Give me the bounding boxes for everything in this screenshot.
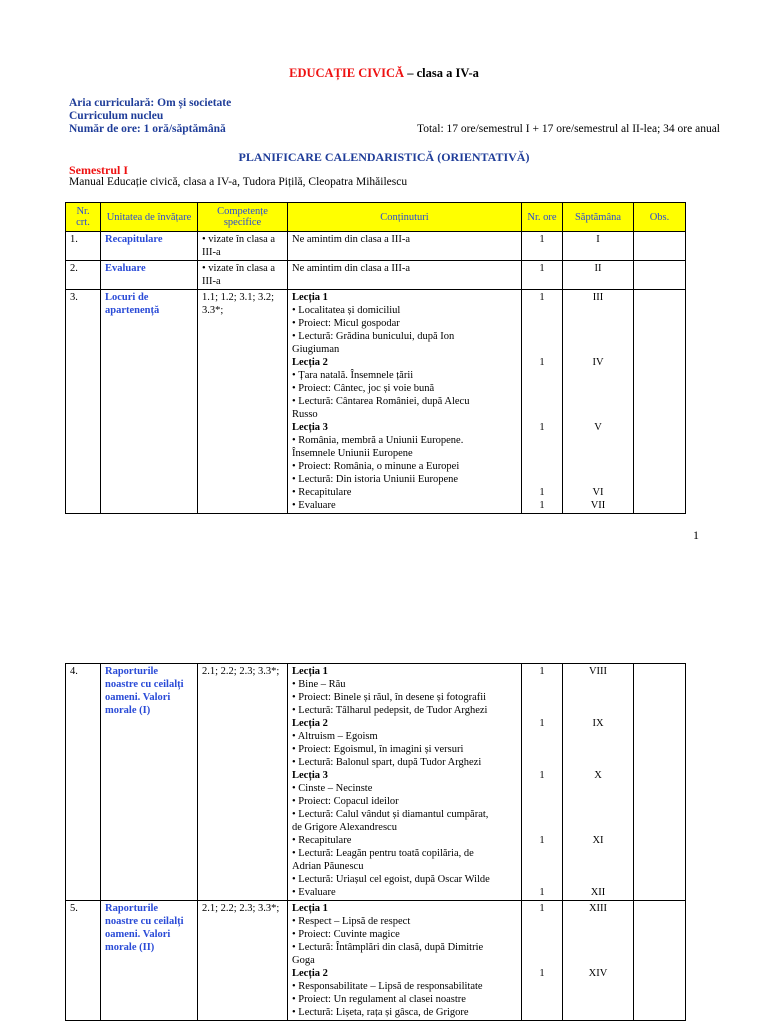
row-content: Ne amintim din clasa a III-a [288,261,522,290]
col-obs: Obs. [634,203,686,232]
week-value [567,369,629,382]
row-content: Ne amintim din clasa a III-a [288,232,522,261]
content-line: • Proiect: Copacul ideilor [292,796,399,807]
lesson-heading: Lecția 1 [292,666,328,677]
week-value: XIV [588,968,608,979]
row-unit: Evaluare [101,261,198,290]
hours-value [526,317,558,330]
content-line: Însemnele Uniunii Europene [292,448,413,459]
week-value: VIII [588,666,608,677]
week-value [567,330,629,343]
content-line: • Evaluare [292,500,336,511]
hours-value [526,330,558,343]
week-value: XII [590,887,606,898]
row-comp: 2.1; 2.2; 2.3; 3.3*; [198,664,288,901]
hours-value [526,691,558,704]
table-row [66,664,686,901]
table-row [66,901,686,1021]
content-line: • Lectură: Tâlharul pedepsit, de Tudor Arghezi [292,705,488,716]
lesson-heading: Lecția 2 [292,718,328,729]
row-nr: 5. [66,901,101,1021]
content-line: • Respect – Lipsă de respect [292,916,411,927]
hours-value [526,860,558,873]
week-value [567,408,629,421]
week-value [567,382,629,395]
week-value: IV [592,357,604,368]
content-line: • Responsabilitate – Lipsă de responsabilitate [292,981,483,992]
row-content [288,901,522,1021]
week-value [567,304,629,317]
week-value [567,993,629,1006]
hours-value [526,821,558,834]
hours-value: 1 [539,500,545,511]
manual-label: Manual Educație civică, clasa a IV-a, Tudora Pițilă, Cleopatra Mihăilescu [69,176,408,188]
content-line: • Lectură: Întâmplări din clasă, după Dimitrie [292,942,484,953]
hours-value [526,743,558,756]
week-value [567,447,629,460]
week-value: VII [590,500,606,511]
row-nr: 4. [66,664,101,901]
hours-value: 1 [539,357,545,368]
content-line: • Bine – Rău [292,679,346,690]
hours-value: 1 [539,718,545,729]
col-content: Conținuturi [288,203,522,232]
week-value [567,941,629,954]
planning-table-page1 [65,202,686,514]
content-line: Giugiuman [292,344,340,355]
week-value [567,782,629,795]
content-line: • Lectură: Uriașul cel egoist, după Oscar Wilde [292,874,490,885]
hours-value: 1 [539,666,545,677]
hours-value [526,954,558,967]
content-line: • Lectură: Grădina bunicului, după Ion [292,331,455,342]
hours-value [526,1006,558,1019]
row-hours: 1 [522,261,563,290]
row-obs [634,290,686,514]
row-nr: 3. [66,290,101,514]
col-week: Săptămâna [563,203,634,232]
col-comp: Competențe specifice [198,203,288,232]
hours-value [526,460,558,473]
week-value [567,980,629,993]
row-obs [634,901,686,1021]
week-value [567,730,629,743]
week-value [567,860,629,873]
hours-value [526,473,558,486]
row-nr: 1. [66,232,101,261]
week-value [567,395,629,408]
content-line: • Lectură: Cântarea României, după Alecu [292,396,470,407]
week-value [567,743,629,756]
hours-value [526,447,558,460]
week-value [567,873,629,886]
document-title [0,66,768,81]
row-obs [634,261,686,290]
content-line: • Altruism – Egoism [292,731,378,742]
hours-value [526,382,558,395]
content-line: • Recapitulare [292,835,352,846]
week-value [567,704,629,717]
week-value [567,847,629,860]
planning-table-page2 [65,663,686,1021]
row-unit: Locuri de apartenență [101,290,198,514]
hours-value: 1 [539,487,545,498]
week-value: V [594,422,602,433]
content-line: • Lectură: Din istoria Uniunii Europene [292,474,459,485]
lesson-heading: Lecția 2 [292,968,328,979]
content-line: Russo [292,409,318,420]
content-line: • România, membră a Uniunii Europene. [292,435,464,446]
hours-value: 1 [539,903,545,914]
week-value [567,1006,629,1019]
hours-value [526,993,558,1006]
hours-value [526,704,558,717]
lesson-heading: Lecția 2 [292,357,328,368]
week-value [567,954,629,967]
hours-value: 1 [539,292,545,303]
col-hours: Nr. ore [522,203,563,232]
hours-value [526,782,558,795]
hours-value [526,928,558,941]
week-value: III [592,292,604,303]
week-value [567,756,629,769]
content-line: Adrian Păunescu [292,861,364,872]
title-subject: EDUCAȚIE CIVICĂ [289,66,405,80]
hours-value [526,304,558,317]
week-value [567,795,629,808]
content-line: • Țara natală. Însemnele țării [292,370,414,381]
row-week [563,664,634,901]
row-hours [522,901,563,1021]
table-header-row [66,203,686,232]
table-row [66,290,686,514]
row-week: I [563,232,634,261]
aria-curriculara: Aria curriculară: Om și societate [69,97,232,109]
semester-label: Semestrul I [69,163,128,177]
row-week [563,290,634,514]
content-line: Goga [292,955,315,966]
content-line: • Recapitulare [292,487,352,498]
col-unit: Unitatea de învățare [101,203,198,232]
row-unit: Recapitulare [101,232,198,261]
row-obs [634,664,686,901]
content-line: • Proiect: Binele și răul, în desene și fotografii [292,692,487,703]
hours-value [526,980,558,993]
curriculum-label: Curriculum nucleu [69,110,164,122]
row-hours [522,290,563,514]
week-value [567,317,629,330]
hours-label: Număr de ore: 1 oră/săptămână [69,123,226,135]
hours-value [526,395,558,408]
row-hours [522,664,563,901]
lesson-heading: Lecția 1 [292,292,328,303]
week-value [567,821,629,834]
hours-value [526,678,558,691]
content-line: • Evaluare [292,887,336,898]
content-line: • Proiect: Micul gospodar [292,318,400,329]
hours-value: 1 [539,770,545,781]
row-content [288,290,522,514]
hours-value [526,434,558,447]
col-nr: Nr. crt. [66,203,101,232]
content-line: • Lectură: Leagăn pentru toată copilăria, de [292,848,474,859]
week-value [567,915,629,928]
hours-value: 1 [539,422,545,433]
content-line: • Proiect: România, o minune a Europei [292,461,460,472]
lesson-heading: Lecția 3 [292,422,328,433]
content-line: • Lectură: Lișeta, rața și gâsca, de Grigore [292,1007,469,1018]
content-line: de Grigore Alexandrescu [292,822,397,833]
title-class: – clasa a IV-a [404,66,479,80]
week-value [567,434,629,447]
week-value [567,343,629,356]
hours-value [526,941,558,954]
table-row [66,232,686,261]
week-value [567,691,629,704]
total-hours: Total: 17 ore/semestrul I + 17 ore/semestrul al II-lea; 34 ore anual [417,123,720,135]
hours-value [526,808,558,821]
hours-value [526,343,558,356]
week-value: IX [592,718,604,729]
content-line: • Proiect: Egoismul, în imagini și versuri [292,744,464,755]
planning-heading: PLANIFICARE CALENDARISTICĂ (ORIENTATIVĂ) [238,150,530,164]
row-nr: 2. [66,261,101,290]
hours-value: 1 [539,968,545,979]
lesson-heading: Lecția 1 [292,903,328,914]
row-unit: Raporturile noastre cu ceilalți oameni. Valori morale (II) [101,901,198,1021]
week-value [567,678,629,691]
content-line: • Cinste – Necinste [292,783,373,794]
week-value: XIII [588,903,608,914]
hours-value: 1 [539,835,545,846]
lesson-heading: Lecția 3 [292,770,328,781]
row-comp: 1.1; 1.2; 3.1; 3.2; 3.3*; [198,290,288,514]
week-value [567,473,629,486]
table-row [66,261,686,290]
content-line: • Proiect: Cântec, joc și voie bună [292,383,435,394]
row-obs [634,232,686,261]
hours-value [526,369,558,382]
page-number: 1 [693,528,699,542]
row-comp: 2.1; 2.2; 2.3; 3.3*; [198,901,288,1021]
hours-value [526,730,558,743]
hours-value: 1 [539,887,545,898]
row-comp: • vizate în clasa a III-a [198,261,288,290]
week-value [567,928,629,941]
hours-value [526,408,558,421]
week-value [567,808,629,821]
hours-value [526,847,558,860]
week-value: X [594,770,602,781]
content-line: • Localitatea și domiciliul [292,305,401,316]
hours-value [526,795,558,808]
row-week [563,901,634,1021]
content-line: • Lectură: Calul vândut și diamantul cumpărat, [292,809,489,820]
content-line: • Proiect: Un regulament al clasei noastre [292,994,466,1005]
row-unit: Raporturile noastre cu ceilalți oameni. Valori morale (I) [101,664,198,901]
content-line: • Lectură: Balonul spart, după Tudor Arghezi [292,757,482,768]
hours-value [526,915,558,928]
row-comp: • vizate în clasa a III-a [198,232,288,261]
week-value: XI [592,835,604,846]
week-value: VI [592,487,604,498]
content-line: • Proiect: Cuvinte magice [292,929,400,940]
hours-value [526,873,558,886]
row-hours: 1 [522,232,563,261]
row-week: II [563,261,634,290]
week-value [567,460,629,473]
hours-value [526,756,558,769]
row-content [288,664,522,901]
